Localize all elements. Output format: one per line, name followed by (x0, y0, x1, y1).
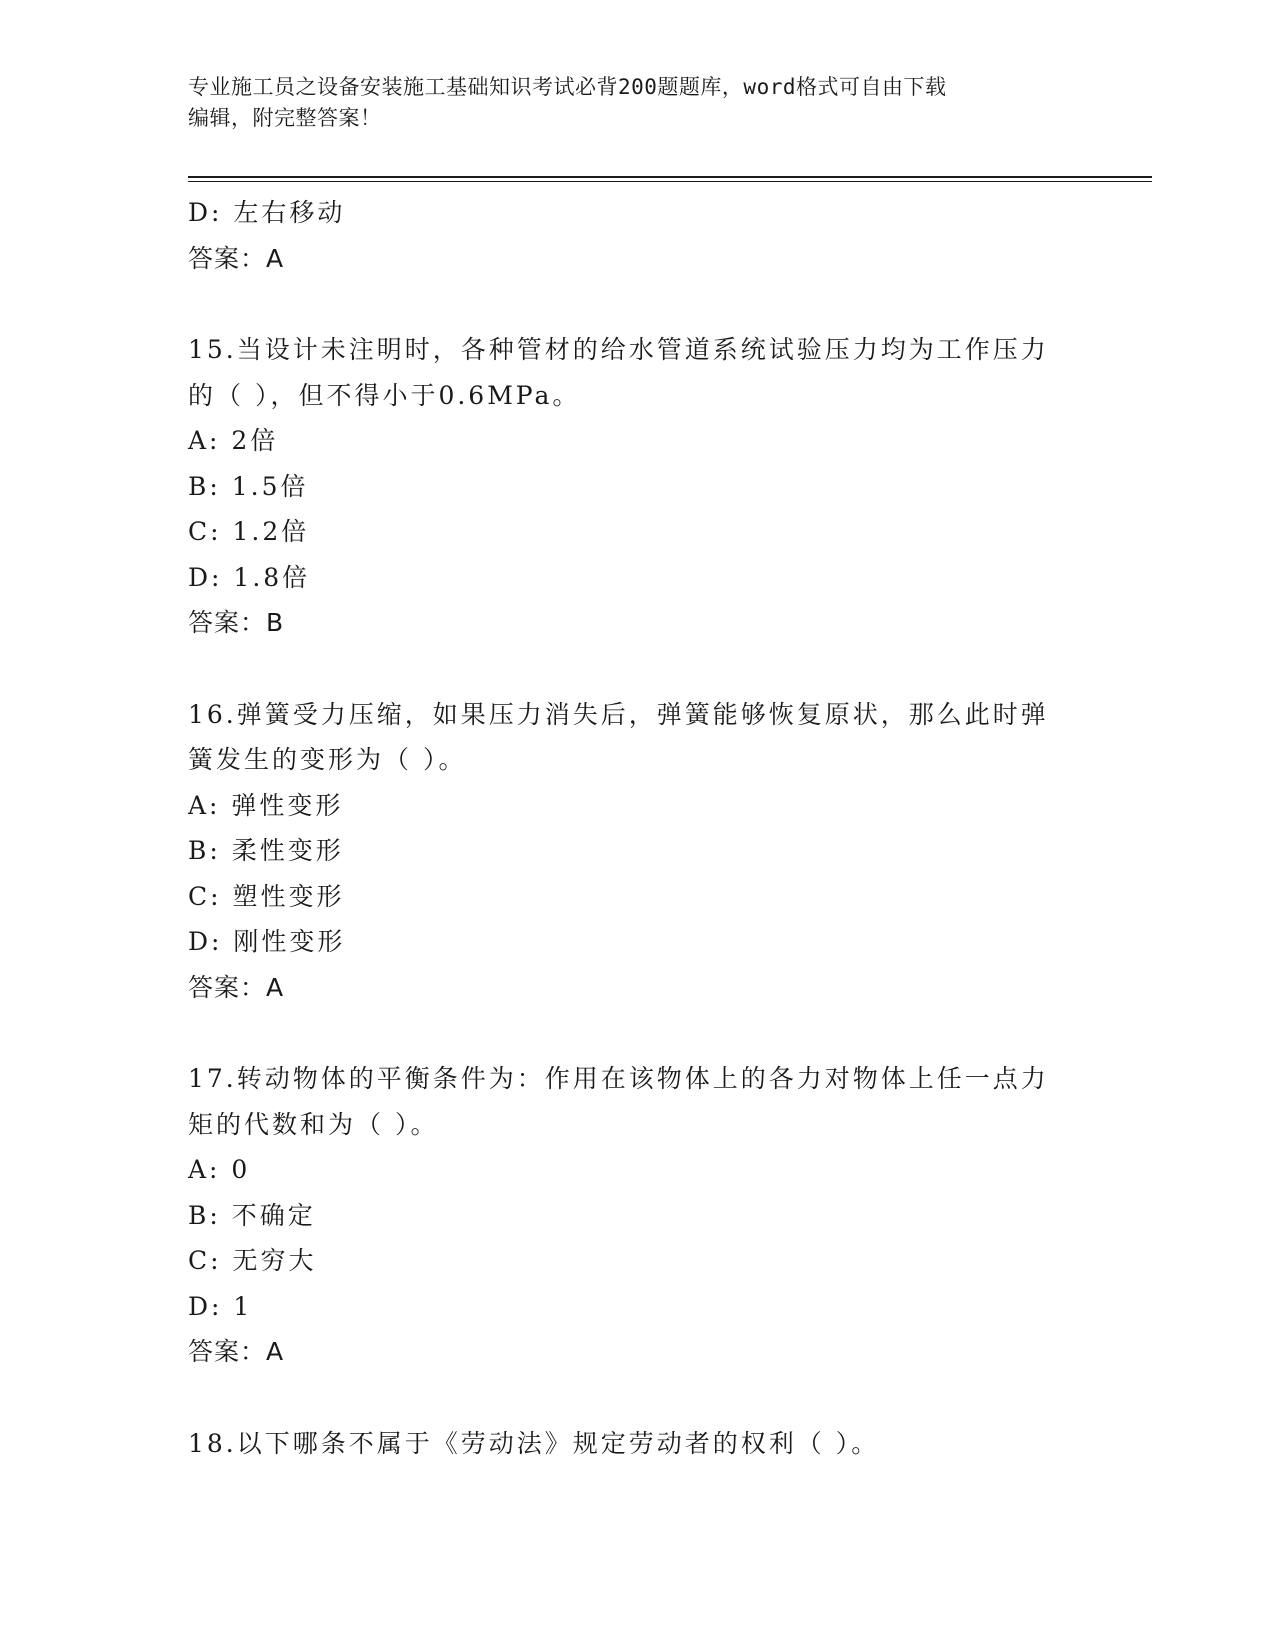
spacer (188, 1375, 1088, 1421)
answer-line: 答案：A (188, 243, 285, 273)
question-18 (188, 1421, 1088, 1467)
question-stem-line-2: 矩的代数和为（ ）。 (188, 1109, 439, 1139)
question-stem-line-1: 16.弹簧受力压缩，如果压力消失后，弹簧能够恢复原状，那么此时弹 (188, 699, 1049, 729)
option-c: C: 无穷大 (188, 1246, 317, 1275)
option-d: D: 左右移动 (188, 198, 346, 227)
option-d: D: 1.8倍 (188, 562, 311, 592)
answer-line: 答案：A (188, 972, 285, 1002)
document-header (188, 72, 1068, 134)
question-stem-line-1: 18.以下哪条不属于《劳动法》规定劳动者的权利（ ）。 (188, 1428, 880, 1458)
previous-question-tail (188, 190, 1088, 281)
question-stem-line-2: 簧发生的变形为（ ）。 (188, 745, 467, 774)
spacer (188, 1010, 1088, 1056)
spacer (188, 281, 1088, 327)
option-d: D: 1 (188, 1291, 253, 1321)
header-divider-thick (188, 176, 1152, 178)
option-c: C: 塑性变形 (188, 881, 345, 911)
option-a: A: 弹性变形 (188, 790, 344, 820)
question-stem-line-1: 17.转动物体的平衡条件为：作用在该物体上的各力对物体上任一点力 (188, 1064, 1049, 1093)
option-b: B: 1.5倍 (188, 471, 309, 501)
question-15 (188, 327, 1088, 646)
question-stem-line-2: 的（ ），但不得小于0.6MPa。 (188, 380, 581, 410)
option-b: B: 柔性变形 (188, 836, 344, 865)
answer-line: 答案：A (188, 1337, 285, 1366)
question-16 (188, 692, 1088, 1011)
header-line-2: 编辑，附完整答案！ (188, 106, 382, 130)
option-d: D: 刚性变形 (188, 927, 346, 956)
header-line-1: 专业施工员之设备安装施工基础知识考试必背200题题库，word格式可自由下载 (188, 75, 947, 99)
option-c: C: 1.2倍 (188, 517, 310, 546)
header-divider-thin (188, 181, 1152, 182)
option-a: A: 2倍 (188, 426, 279, 455)
option-a: A: 0 (188, 1155, 251, 1184)
question-list (188, 190, 1088, 1466)
question-stem-line-1: 15.当设计未注明时，各种管材的给水管道系统试验压力均为工作压力 (188, 335, 1049, 364)
option-b: B: 不确定 (188, 1200, 316, 1230)
spacer (188, 646, 1088, 692)
question-17 (188, 1056, 1088, 1375)
answer-line: 答案：B (188, 608, 285, 637)
